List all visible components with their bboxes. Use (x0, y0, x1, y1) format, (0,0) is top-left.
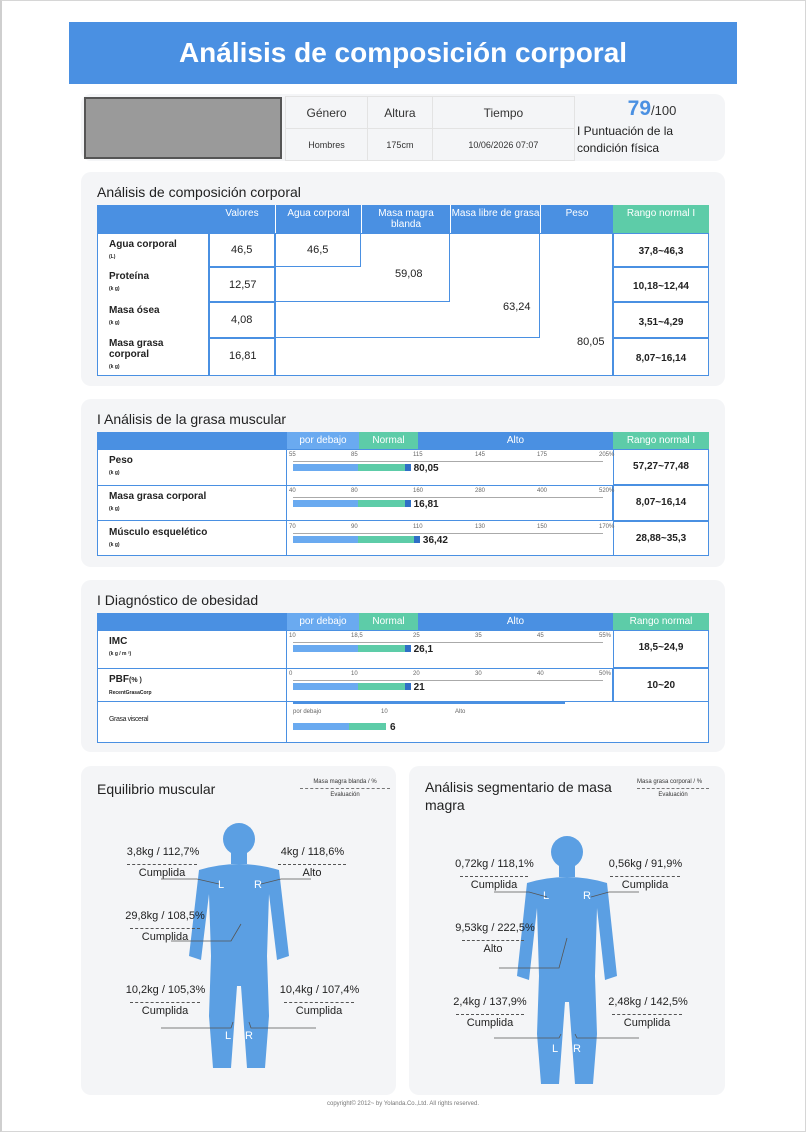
ob-tick-label: 40 (537, 671, 544, 677)
composition-table (97, 205, 709, 376)
comp-range-fat: 8,07~16,14 (635, 353, 687, 364)
mb-right-arm-value: 4kg / 118,6% (280, 846, 345, 858)
comp-row-label (109, 271, 204, 295)
comp-header-range: Rango normal I (613, 205, 709, 233)
ob-bar-below (293, 683, 358, 690)
mf-row-label (109, 491, 279, 515)
mf-tick-label: 160 (413, 488, 424, 494)
mf-row-label-text: Masa grasa corporal (109, 491, 207, 502)
ob-row-label-text: PBF (109, 674, 129, 685)
mf-bar-value: 36,42 (422, 535, 448, 546)
mf-row-unit: (k g) (109, 542, 120, 548)
ob-header-blank (97, 613, 287, 630)
mb-right-letter: R (254, 879, 262, 891)
mf-tick-label: 55 (289, 452, 296, 458)
mf-row-label (109, 455, 279, 479)
mb-left-leg-value: 10,2kg / 105,3% (125, 984, 206, 996)
comp-label-water: Agua corporal (109, 239, 177, 250)
user-photo (84, 97, 282, 159)
mf-tick-label: 90 (351, 524, 358, 530)
comp-unit-bone: (k g) (109, 320, 120, 326)
ob-header-normal: Normal (359, 613, 418, 630)
sl-right-arm-eval: Cumplida (610, 876, 680, 891)
comp-row-label (109, 239, 204, 263)
obesity-title: I Diagnóstico de obesidad (97, 592, 259, 608)
ob-bar-normal (358, 683, 405, 690)
sl-right-leg-letter: R (573, 1043, 581, 1055)
mf-header-high: Alto (418, 432, 613, 449)
mf-row-label-text: Músculo esquelético (109, 527, 208, 538)
mb-left-letter: L (218, 879, 225, 891)
comp-row-label (109, 338, 179, 373)
ob-tick-label: 50% (599, 671, 612, 677)
mf-tick-label: 110 (413, 524, 423, 530)
mf-bar-below (293, 464, 358, 471)
mf-range-value: 28,88~35,3 (635, 533, 687, 544)
ob-ref-line (293, 680, 603, 681)
visceral-bar-below (293, 723, 349, 730)
visceral-label: Grasa visceral (109, 716, 149, 723)
mf-tick-label: 520% (599, 488, 615, 494)
info-table (285, 96, 575, 161)
comp-label-bone: Masa ósea (109, 305, 160, 316)
comp-value-bone: 4,08 (231, 314, 253, 326)
ob-tick-label: 25 (413, 633, 420, 639)
segment-lean-title: Análisis segmentario de masa magra (425, 779, 612, 813)
visceral-tick-mid: 10 (381, 709, 388, 715)
sl-right-arm-value: 0,56kg / 91,9% (608, 858, 683, 870)
mb-trunk-eval: Cumplida (130, 928, 200, 943)
ob-row-unit: (k g / m ²) (109, 651, 132, 657)
ob-bar-below (293, 645, 358, 652)
mb-left-arm-eval: Cumplida (127, 864, 197, 879)
mf-bar-end (405, 464, 411, 471)
mf-tick-label: 280 (475, 488, 486, 494)
sl-right-letter: R (583, 890, 591, 902)
comp-header-values: Valores (209, 205, 275, 233)
mb-left-leg-eval: Cumplida (130, 1002, 200, 1017)
mf-ref-line (293, 461, 603, 462)
mf-bar-end (414, 536, 420, 543)
mb-right-leg-eval: Cumplida (284, 1002, 354, 1017)
mf-range-value: 8,07~16,14 (635, 497, 687, 508)
comp-range-water: 37,8~46,3 (638, 246, 684, 257)
ob-bar-value: 21 (413, 682, 425, 693)
mf-bar-normal (358, 500, 405, 507)
sl-left-letter: L (543, 890, 550, 902)
visceral-ref-line (293, 702, 565, 704)
obesity-table (97, 613, 709, 743)
mf-row-unit: (k g) (109, 506, 120, 512)
comp-water-total: 46,5 (307, 244, 329, 256)
time-header: Tiempo (432, 97, 574, 129)
sl-left-leg-letter: L (552, 1043, 559, 1055)
ob-header-below: por debajo (287, 613, 359, 630)
mf-tick-label: 40 (289, 488, 296, 494)
sl-left-arm-value: 0,72kg / 118,1% (455, 858, 534, 870)
page-title: Análisis de composición corporal (69, 22, 737, 84)
mf-tick-label: 400 (537, 488, 548, 494)
comp-header-blank (97, 205, 209, 233)
mf-ref-line (293, 497, 603, 498)
mf-tick-label: 150 (537, 524, 548, 530)
mf-tick-label: 205% (599, 452, 615, 458)
score-max: /100 (651, 103, 677, 118)
mf-tick-label: 80 (351, 488, 358, 494)
mf-header-blank (97, 432, 287, 449)
mf-header-normal: Normal (359, 432, 418, 449)
ob-tick-label: 55% (599, 633, 612, 639)
gender-value: Hombres (286, 129, 368, 161)
ob-range-value: 10~20 (646, 680, 676, 691)
ob-tick-label: 10 (289, 633, 296, 639)
mf-bar-below (293, 500, 358, 507)
mb-right-leg-letter: R (245, 1030, 253, 1042)
muscle-fat-title: I Análisis de la grasa muscular (97, 411, 287, 427)
visceral-tick-high: Alto (455, 709, 466, 715)
mb-trunk-value: 29,8kg / 108,5% (125, 910, 205, 922)
sl-left-arm-eval: Cumplida (460, 876, 528, 891)
comp-label-protein: Proteína (109, 271, 150, 282)
comp-header-soft-lean: Masa magra blanda (361, 205, 450, 233)
comp-header-fat-free: Masa libre de grasa (450, 205, 540, 233)
ob-tick-label: 45 (537, 633, 544, 639)
ob-tick-label: 30 (475, 671, 482, 677)
visceral-bar-normal (349, 723, 386, 730)
comp-value-protein: 12,57 (229, 279, 257, 291)
comp-value-water: 46,5 (231, 244, 253, 256)
mf-tick-label: 170% (599, 524, 615, 530)
score-label: I Puntuación de la condición física (577, 124, 674, 155)
comp-unit-water: (L) (109, 254, 116, 260)
mf-row-label (109, 527, 279, 551)
ob-tick-label: 20 (413, 671, 420, 677)
mf-tick-label: 115 (413, 452, 423, 458)
comp-value-fat: 16,81 (229, 350, 257, 362)
comp-range-bone: 3,51~4,29 (638, 317, 684, 328)
visceral-bar-value: 6 (390, 722, 396, 733)
muscle-balance-title: Equilibrio muscular (97, 781, 216, 797)
mf-header-range: Rango normal I (613, 432, 709, 449)
ob-ref-line (293, 642, 603, 643)
ob-row-label (109, 674, 279, 699)
mb-left-arm-value: 3,8kg / 112,7% (126, 846, 200, 858)
mf-header-below: por debajo (287, 432, 359, 449)
ob-range-value: 18,5~24,9 (638, 642, 684, 653)
comp-label-fat: Masa grasa corporal (109, 338, 164, 360)
ob-row-unit: RecentGrasaCorp (109, 690, 152, 696)
mf-tick-label: 145 (475, 452, 486, 458)
score-value: 79 (627, 97, 652, 120)
mf-bar-value: 16,81 (413, 499, 439, 510)
comp-row-label (109, 305, 204, 329)
sl-legend-bottom: Evaluación (658, 792, 688, 798)
ob-header-range: Rango normal (613, 613, 709, 630)
gender-header: Género (286, 97, 368, 129)
comp-header-water: Agua corporal (275, 205, 361, 233)
mb-legend-bottom: Evaluación (330, 792, 360, 798)
muscle-fat-table (97, 432, 709, 556)
ob-tick-label: 0 (289, 671, 293, 677)
ob-row-label-suffix: (% ) (129, 677, 142, 684)
ob-row-label-text: IMC (109, 636, 128, 647)
ob-tick-label: 18,5 (351, 633, 363, 639)
ob-bar-value: 26,1 (413, 644, 434, 655)
comp-unit-fat: (k g) (109, 364, 120, 370)
height-header: Altura (368, 97, 433, 129)
mb-right-leg-value: 10,4kg / 107,4% (279, 984, 360, 996)
mf-tick-label: 70 (289, 524, 296, 530)
ob-row-label (109, 636, 279, 660)
comp-soft-lean-total: 59,08 (395, 268, 423, 280)
ob-bar-normal (358, 645, 405, 652)
ob-header-high: Alto (418, 613, 613, 630)
mf-bar-value: 80,05 (413, 463, 439, 474)
body-silhouette-icon (189, 823, 289, 1068)
mf-bar-normal (358, 464, 405, 471)
sl-legend-top: Masa grasa corporal / % (637, 778, 709, 789)
sl-left-leg-eval: Cumplida (456, 1014, 524, 1029)
ob-tick-label: 35 (475, 633, 482, 639)
mf-tick-label: 130 (475, 524, 486, 530)
mb-right-arm-eval: Alto (278, 864, 346, 879)
score-box (577, 97, 727, 157)
muscle-balance-figure (81, 766, 396, 1095)
mf-row-label-text: Peso (109, 455, 133, 466)
comp-weight-total: 80,05 (577, 336, 605, 348)
sl-left-leg-value: 2,4kg / 137,9% (453, 996, 527, 1008)
mf-ref-line (293, 533, 603, 534)
body-silhouette-icon (517, 836, 617, 1084)
footer-copyright: copyright© 2012~ by Yolanda.Co.,Ltd. All rights reserved. (326, 1101, 479, 1107)
mf-bar-end (405, 500, 411, 507)
mf-range-value: 57,27~77,48 (633, 461, 689, 472)
time-value: 10/06/2026 07:07 (432, 129, 574, 161)
sl-trunk-value: 9,53kg / 222,5% (455, 922, 535, 934)
height-value: 175cm (368, 129, 433, 161)
mf-tick-label: 175 (537, 452, 548, 458)
sl-right-leg-eval: Cumplida (612, 1014, 682, 1029)
mf-bar-below (293, 536, 358, 543)
sl-right-leg-value: 2,48kg / 142,5% (608, 996, 688, 1008)
visceral-tick-below: por debajo (293, 709, 322, 715)
mf-tick-label: 85 (351, 452, 358, 458)
comp-fat-free-total: 63,24 (503, 301, 531, 313)
ob-bar-end (405, 645, 411, 652)
mb-legend-top: Masa magra blanda / % (300, 778, 390, 789)
composition-title: Análisis de composición corporal (97, 184, 301, 200)
mf-row-unit: (k g) (109, 470, 120, 476)
ob-tick-label: 10 (351, 671, 358, 677)
sl-trunk-eval: Alto (462, 940, 524, 955)
comp-range-protein: 10,18~12,44 (633, 281, 689, 292)
ob-bar-end (405, 683, 411, 690)
comp-header-weight: Peso (540, 205, 613, 233)
mb-left-leg-letter: L (225, 1030, 232, 1042)
comp-unit-protein: (k g) (109, 286, 120, 292)
mf-bar-normal (358, 536, 414, 543)
